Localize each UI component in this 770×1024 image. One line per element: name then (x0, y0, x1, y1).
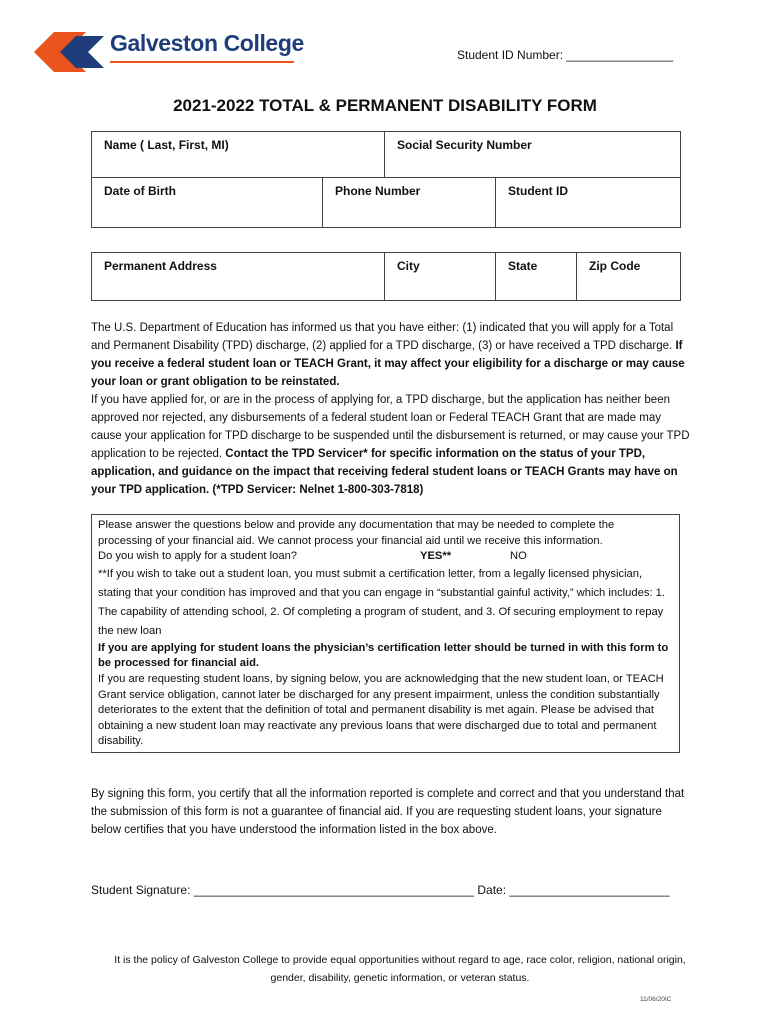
intro-text (91, 319, 691, 499)
student-id-field[interactable] (496, 178, 681, 228)
name-field[interactable] (92, 132, 385, 178)
physician-letter-note: **If you wish to take out a student loan, you must submit a certification letter, from a legally licensed physician, stating that your condition has improved and that you can engage in “substantial gainful activity,” which includes: 1. The capability of attending school, 2. Of completing a program of student, and 3. Of securing employment to repay the new loan (98, 567, 665, 637)
certification-text: By signing this form, you certify that all the information reported is complete and correct and that you understand that the submission of this form is not a guarantee of financial aid. If you are requesting student loans, your signature below certifies that you have understood the information listed in the box above. (91, 788, 685, 836)
state-label: State (508, 259, 538, 273)
box-instructions-line-1: Please answer the questions below and provide any documentation that may be needed to complete the (98, 519, 615, 531)
name-label: Name ( Last, First, MI) (104, 138, 229, 152)
student-loan-question-box (91, 514, 680, 753)
zip-label: Zip Code (589, 259, 641, 273)
physician-letter-bold-note: If you are applying for student loans the physician’s certification letter should be turned in with this form to be processed for financial aid. (98, 641, 669, 670)
form-title: 2021-2022 TOTAL & PERMANENT DISABILITY FORM (173, 96, 597, 115)
dob-field[interactable] (92, 178, 323, 228)
address-field[interactable] (92, 253, 385, 301)
student-id-label: Student ID (508, 184, 568, 198)
signature-date-line[interactable]: Student Signature: __________________________________________ Date: ________________________ (91, 883, 670, 897)
phone-label: Phone Number (335, 184, 421, 198)
city-field[interactable] (385, 253, 496, 301)
servicer-contact-notice: Contact the TPD Servicer* for specific information on the status of your TPD, application, and guidance on the impact that receiving federal student loans or TEACH Grants may have on your TPD application. (*TPD Servicer: Nelnet 1-800-303-7818) (91, 448, 678, 496)
logo-text: Galveston College (110, 30, 304, 56)
galveston-college-logo-icon (34, 30, 104, 74)
state-field[interactable] (496, 253, 577, 301)
acknowledgement-text: If you are requesting student loans, by signing below, you are acknowledging that the new student loan, or TEACH Grant service obligation, cannot later be discharged for any present impairment, unless the condition substantially deteriorates to the extent that the definition of total and permanent disability is met again. Please be advised that obtaining a new student loan may reactivate any previous loans that were discharged due to total and permanent disability. (98, 672, 664, 748)
revision-code: 11/06/20IC (640, 996, 672, 1003)
box-instructions-line-2: processing of your financial aid. We cannot process your financial aid until we receive this information. (98, 534, 603, 547)
dob-label: Date of Birth (104, 184, 176, 198)
question-text: Do you wish to apply for a student loan? (98, 550, 298, 563)
intro-paragraph-2: If you have applied for, or are in the process of applying for, a TPD discharge, but the application has neither been approved nor rejected, any disbursements of a federal student loan or Federal TEACH Grant that are made may cause your application for TPD discharge to be suspended until the disbursement is returned, or may cause your TPD application to be rejected. Contact the TPD Servicer* for specific information on the status of your TPD, application, and guidance on the impact that receiving federal student loans or TEACH Grants may have on your TPD application. (*TPD Servicer: Nelnet 1-800-303-7818) (91, 394, 690, 496)
student-loan-question (98, 549, 673, 565)
no-option[interactable]: NO (510, 550, 527, 563)
personal-info-table (91, 131, 681, 228)
address-table (91, 252, 681, 301)
logo-underline (110, 61, 294, 63)
ssn-field[interactable] (385, 132, 681, 178)
zip-field[interactable] (577, 253, 681, 301)
equal-opportunity-policy: It is the policy of Galveston College to provide equal opportunities without regard to age, race color, religion, national origin, gender, disability, genetic information, or veteran status. (114, 954, 686, 984)
ssn-label: Social Security Number (397, 138, 532, 152)
intro-paragraph-1: The U.S. Department of Education has informed us that you have either: (1) indicated that you will apply for a Total and Permanent Disability (TPD) discharge, (2) applied for a TPD discharge, (3) or have received a TPD discharge. If you receive a federal student loan or TEACH Grant, it may affect your eligibility for a discharge or may cause your loan or grant obligation to be reinstated. (91, 322, 685, 388)
student-id-number-field[interactable]: Student ID Number: ________________ (457, 48, 674, 62)
yes-option[interactable]: YES** (420, 550, 452, 563)
eligibility-warning: If you receive a federal student loan or TEACH Grant, it may affect your eligibility for a discharge or may cause your loan or grant obligation to be reinstated. (91, 340, 685, 388)
address-label: Permanent Address (104, 259, 217, 273)
phone-field[interactable] (323, 178, 496, 228)
city-label: City (397, 259, 420, 273)
